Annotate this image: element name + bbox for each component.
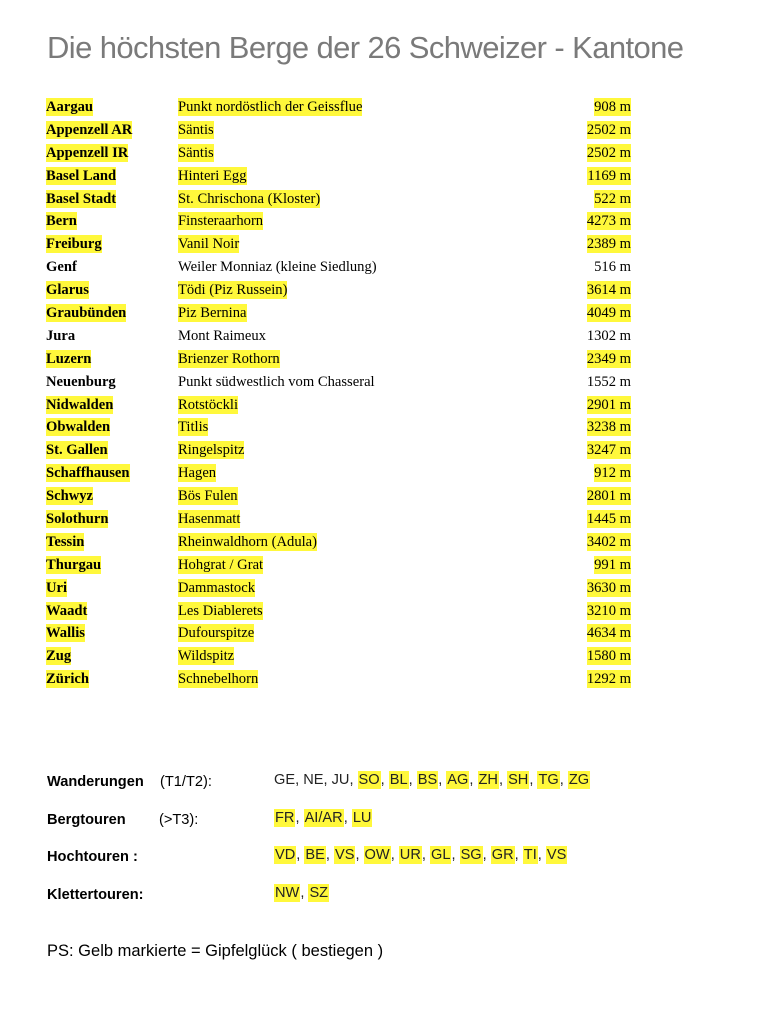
canton-cell: Graubünden	[46, 305, 127, 322]
table-row	[46, 372, 634, 395]
legend-cantons: NW, SZ	[275, 884, 329, 901]
height-cell: 4634 m	[586, 625, 631, 642]
canton-cell: Luzern	[46, 350, 92, 367]
peak-cell: St. Chrischona (Kloster)	[178, 190, 321, 207]
canton-code: LU	[352, 809, 372, 826]
legend-label: Hochtouren :	[47, 849, 138, 865]
table-row	[46, 143, 634, 166]
canton-cell: Aargau	[46, 99, 94, 115]
height-cell: 1552 m	[586, 373, 631, 390]
canton-code: TG	[538, 772, 559, 788]
height-cell: 522 m	[594, 190, 631, 207]
canton-code: ZH	[478, 772, 498, 788]
height-cell: 4273 m	[586, 213, 631, 230]
table-row	[46, 601, 634, 624]
canton-cell: Freiburg	[46, 236, 102, 253]
peak-cell: Hasenmatt	[178, 511, 241, 528]
canton-cell: Wallis	[46, 625, 85, 642]
height-cell: 912 m	[594, 465, 631, 482]
peak-cell: Weiler Monniaz (kleine Siedlung)	[178, 259, 377, 276]
ps-note: PS: Gelb markierte = Gipfelglück ( bestiegen )	[47, 942, 384, 960]
height-cell: 3210 m	[586, 602, 631, 619]
canton-code: VD	[275, 847, 296, 863]
height-cell: 2349 m	[586, 350, 631, 367]
canton-cell: Tessin	[46, 533, 85, 550]
canton-cell: Basel Stadt	[46, 190, 117, 207]
canton-code: SG	[460, 847, 482, 863]
table-row	[46, 257, 634, 280]
legend-detail: (>T3):	[159, 811, 199, 828]
height-cell: 991 m	[594, 556, 631, 573]
table-row	[46, 120, 634, 143]
height-cell: 1580 m	[586, 648, 631, 665]
peak-cell: Les Diablerets	[178, 602, 263, 619]
canton-code: AI/AR	[304, 809, 343, 826]
canton-code: VS	[334, 847, 355, 863]
table-row	[46, 326, 634, 349]
peak-cell: Piz Bernina	[178, 305, 247, 322]
peak-cell: Tödi (Piz Russein)	[178, 282, 288, 299]
canton-code: GR	[491, 847, 514, 863]
peak-cell: Mont Raimeux	[178, 327, 266, 344]
table-row	[46, 578, 634, 601]
table-row	[46, 303, 634, 326]
canton-cell: Uri	[46, 579, 68, 596]
canton-cell: Zürich	[46, 671, 89, 688]
table-row	[46, 623, 634, 646]
table-row	[46, 440, 634, 463]
table-row	[46, 486, 634, 509]
table-row	[46, 234, 634, 257]
canton-peaks-table	[46, 97, 634, 692]
canton-code: UR	[399, 847, 421, 863]
legend-cantons: GE, NE, JU, SO, BL, BS, AG, ZH, SH, TG, ZG	[274, 772, 590, 788]
table-row	[46, 211, 634, 234]
page-title: Die höchsten Berge der 26 Schweizer - Kantone	[47, 30, 684, 65]
table-row	[46, 646, 634, 669]
peak-cell: Ringelspitz	[178, 442, 245, 459]
peak-cell: Hagen	[178, 465, 217, 482]
canton-code: NE	[303, 772, 324, 788]
peak-cell: Dufourspitze	[178, 625, 255, 642]
legend-detail: (T1/T2):	[160, 774, 212, 790]
table-row	[46, 463, 634, 486]
peak-cell: Brienzer Rothorn	[178, 350, 280, 367]
canton-cell: St. Gallen	[46, 442, 108, 459]
peak-cell: Rotstöckli	[178, 396, 238, 413]
height-cell: 2502 m	[586, 121, 631, 138]
legend-cantons: VD, BE, VS, OW, UR, GL, SG, GR, TI, VS	[275, 847, 567, 863]
height-cell: 3614 m	[586, 282, 631, 299]
peak-cell: Hinteri Egg	[178, 167, 247, 184]
height-cell: 4049 m	[586, 305, 631, 322]
canton-cell: Nidwalden	[46, 396, 114, 413]
height-cell: 2801 m	[586, 488, 631, 505]
height-cell: 2901 m	[586, 396, 631, 413]
height-cell: 908 m	[594, 99, 631, 115]
peak-cell: Säntis	[178, 144, 214, 161]
canton-cell: Obwalden	[46, 419, 111, 436]
canton-cell: Basel Land	[46, 167, 117, 184]
table-row	[46, 395, 634, 418]
peak-cell: Schnebelhorn	[178, 671, 259, 688]
canton-code: VS	[546, 847, 567, 863]
height-cell: 3402 m	[586, 533, 631, 550]
height-cell: 3238 m	[586, 419, 631, 436]
height-cell: 3630 m	[586, 579, 631, 596]
canton-cell: Bern	[46, 213, 77, 230]
canton-code: SH	[508, 772, 529, 788]
canton-cell: Zug	[46, 648, 72, 665]
canton-code: GE	[274, 772, 296, 788]
canton-cell: Jura	[46, 327, 76, 344]
canton-cell: Thurgau	[46, 556, 102, 573]
peak-cell: Titlis	[178, 419, 209, 436]
peak-cell: Bös Fulen	[178, 488, 238, 505]
table-row	[46, 97, 634, 120]
canton-code: FR	[275, 809, 295, 826]
table-row	[46, 189, 634, 212]
peak-cell: Vanil Noir	[178, 236, 240, 253]
peak-cell: Hohgrat / Grat	[178, 556, 264, 573]
peak-cell: Finsteraarhorn	[178, 213, 264, 230]
table-row	[46, 166, 634, 189]
peak-cell: Rheinwaldhorn (Adula)	[178, 533, 318, 550]
peak-cell: Punkt nordöstlich der Geissflue	[178, 99, 363, 115]
peak-cell: Dammastock	[178, 579, 256, 596]
canton-code: JU	[331, 772, 350, 788]
canton-code: TI	[523, 847, 537, 863]
canton-code: GL	[431, 847, 451, 863]
canton-cell: Glarus	[46, 282, 89, 299]
table-row	[46, 532, 634, 555]
height-cell: 1302 m	[586, 327, 631, 344]
canton-cell: Appenzell IR	[46, 144, 129, 161]
peak-cell: Punkt südwestlich vom Chasseral	[178, 373, 375, 390]
canton-code: SO	[358, 772, 380, 788]
peak-cell: Wildspitz	[178, 648, 235, 665]
canton-code: BS	[417, 772, 438, 788]
legend-label: Klettertouren:	[47, 886, 144, 903]
canton-code: AG	[447, 772, 469, 788]
canton-code: NW	[275, 884, 300, 901]
canton-cell: Solothurn	[46, 511, 109, 528]
height-cell: 2389 m	[586, 236, 631, 253]
table-row	[46, 417, 634, 440]
canton-code: ZG	[568, 772, 590, 788]
canton-cell: Genf	[46, 259, 77, 276]
table-row	[46, 669, 634, 692]
height-cell: 516 m	[594, 259, 631, 276]
peak-cell: Säntis	[178, 121, 214, 138]
table-row	[46, 349, 634, 372]
table-row	[46, 509, 634, 532]
table-row	[46, 280, 634, 303]
canton-cell: Schaffhausen	[46, 465, 130, 482]
canton-code: SZ	[309, 884, 329, 901]
canton-cell: Waadt	[46, 602, 88, 619]
canton-code: BL	[389, 772, 408, 788]
height-cell: 1445 m	[586, 511, 631, 528]
height-cell: 1169 m	[587, 167, 631, 184]
canton-cell: Appenzell AR	[46, 121, 133, 138]
table-row	[46, 555, 634, 578]
legend-cantons: FR, AI/AR, LU	[275, 809, 372, 826]
canton-code: BE	[305, 847, 325, 863]
height-cell: 2502 m	[586, 144, 631, 161]
legend-label: Bergtouren	[47, 811, 126, 828]
canton-code: OW	[364, 847, 390, 863]
canton-cell: Schwyz	[46, 488, 94, 505]
height-cell: 3247 m	[586, 442, 631, 459]
legend-label: Wanderungen	[47, 774, 144, 790]
canton-cell: Neuenburg	[46, 373, 116, 390]
height-cell: 1292 m	[586, 671, 631, 688]
